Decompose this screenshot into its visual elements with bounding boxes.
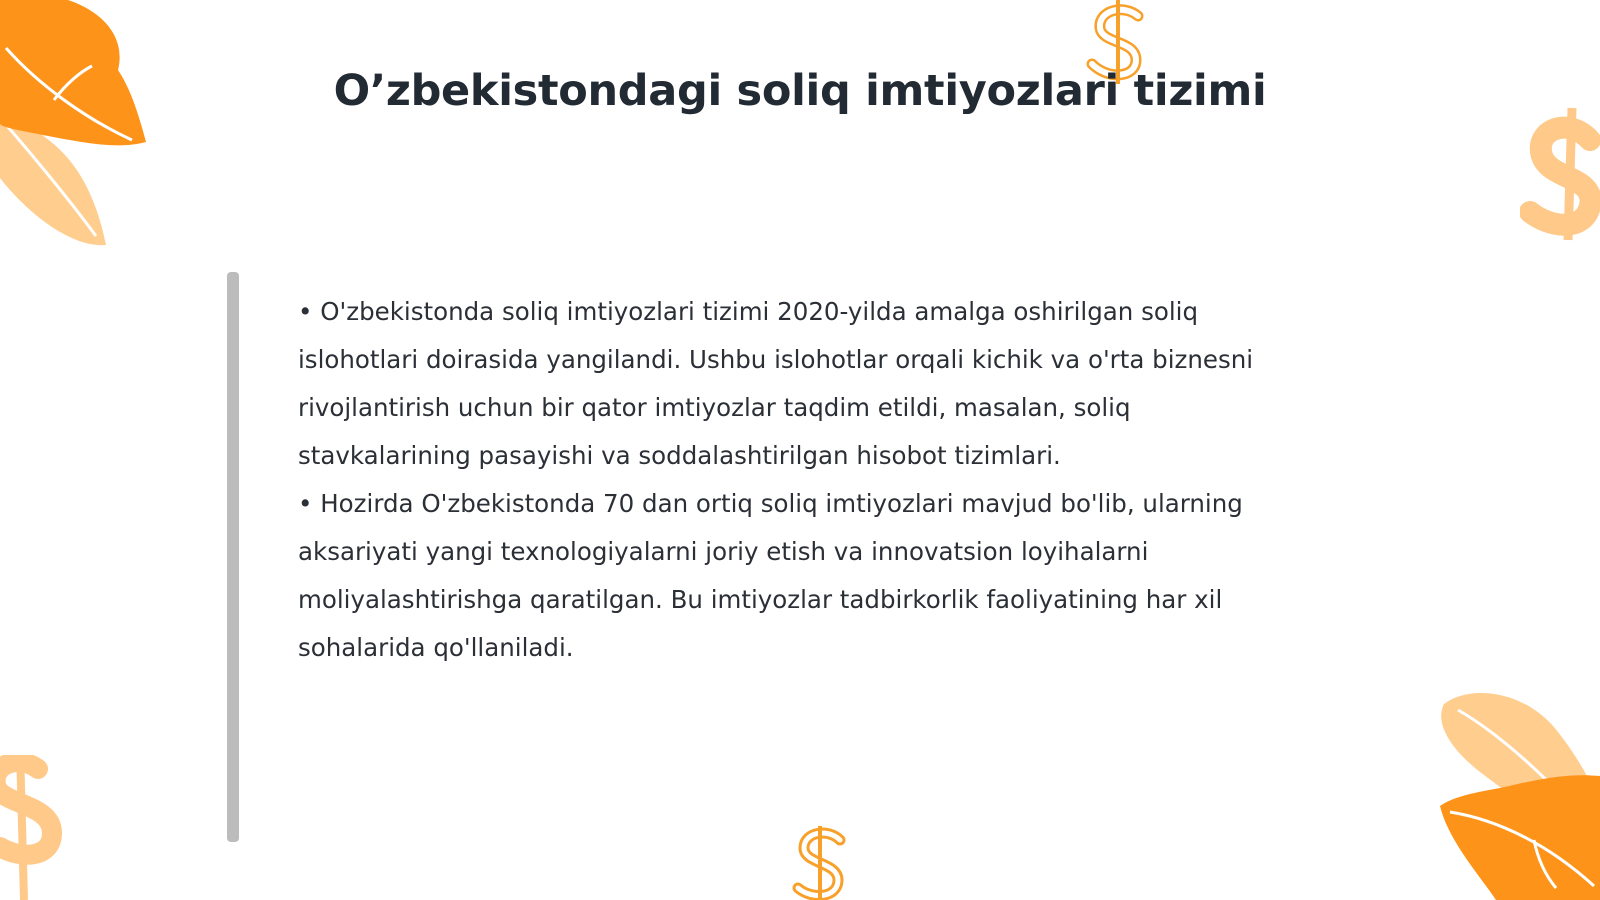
content-block — [298, 288, 1288, 672]
leaf-icon — [1440, 775, 1600, 900]
leaf-cluster-top-left — [0, 0, 170, 260]
slide-title: O’zbekistondagi soliq imtiyozlari tizimi — [333, 66, 1267, 116]
leaf-cluster-bottom-right — [1430, 690, 1600, 900]
dollar-icon — [0, 755, 80, 900]
dollar-icon — [1520, 100, 1600, 245]
dollar-icon — [790, 826, 862, 900]
bullet-paragraph-1: • O'zbekistonda soliq imtiyozlari tizimi 2020-yilda amalga oshirilgan soliq islohotlari doirasida yangilandi. Ushbu islohotlar orqali kichik va o'rta biznesni rivojlantirish uchun bir qator imtiyozlar taqdim etildi, masalan, soliq stavkalarining pasayishi va soddalashtirilgan hisobot tizimlari. — [298, 297, 1254, 470]
accent-bar — [227, 272, 239, 842]
bullet-paragraph-2: • Hozirda O'zbekistonda 70 dan ortiq soliq imtiyozlari mavjud bo'lib, ularning aksariyati yangi texnologiyalarni joriy etish va innovatsion loyihalarni moliyalashtirishga qaratilgan. Bu imtiyozlar tadbirkorlik faoliyatining har xil sohalarida qo'llaniladi. — [298, 489, 1243, 662]
